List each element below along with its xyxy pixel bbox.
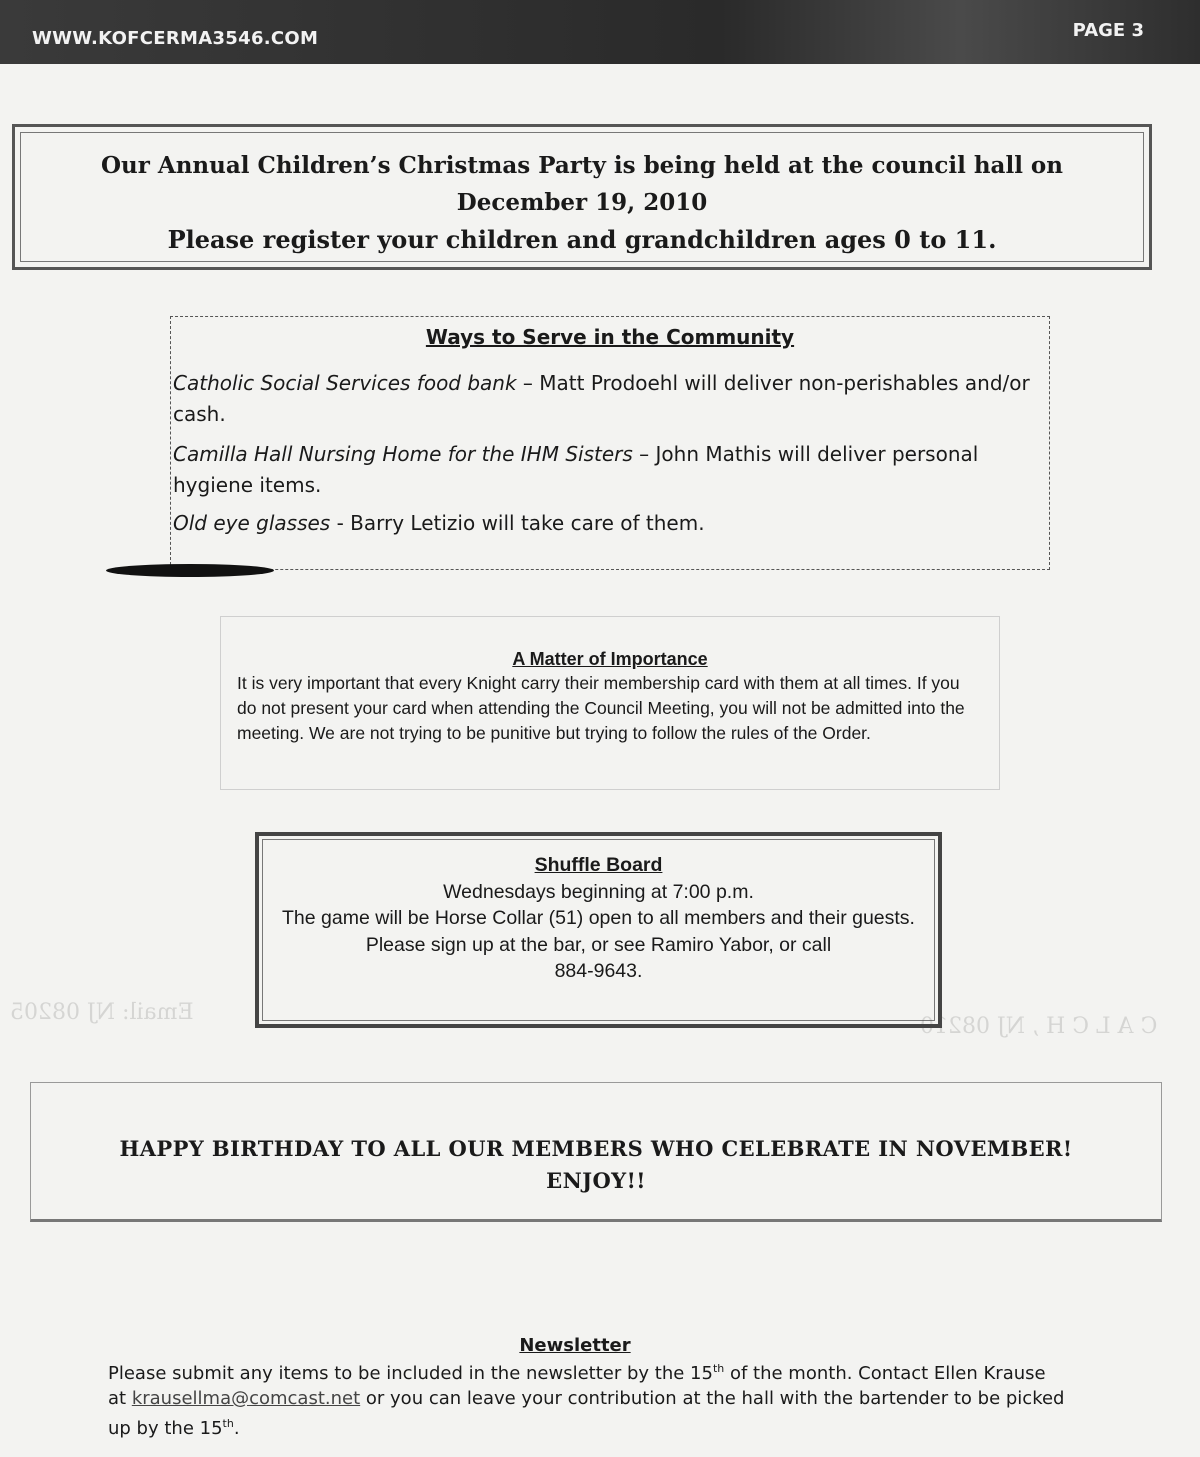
christmas-line-1: Our Annual Children’s Christmas Party is being held at the council hall on — [100, 152, 1063, 179]
importance-body: It is very important that every Knight carry their membership card with them at all times. If you do not present your card when attending the Council Meeting, you will not be admitted into the meeting. We are not trying to be punitive but trying to follow the rules of the Order. — [237, 673, 965, 743]
ways-item — [173, 368, 1031, 430]
ways-item-label: Camilla Hall Nursing Home for the IHM Sisters — [173, 442, 633, 466]
importance-title: A Matter of Importance — [512, 649, 708, 669]
ways-to-serve-title: Ways to Serve in the Community — [425, 325, 795, 349]
page-number: PAGE 3 — [1072, 20, 1144, 41]
importance-box — [220, 616, 1000, 790]
newsletter-text: Please submit any items to be included in the newsletter by the 15 — [108, 1363, 713, 1384]
page-header — [0, 0, 1200, 64]
ways-to-serve-box — [170, 316, 1050, 570]
shuffle-board-schedule: Wednesdays beginning at 7:00 p.m. — [443, 880, 754, 903]
website-url: WWW.KOFCERMA3546.COM — [32, 28, 319, 49]
newsletter-body — [108, 1356, 1068, 1441]
shuffle-board-phone: 884-9643. — [554, 960, 643, 982]
birthday-box — [30, 1082, 1162, 1222]
bleed-through-text: Email: NJ 08205 — [10, 1000, 194, 1025]
bleed-through-text: C A L C H , NJ 08210 — [920, 1014, 1158, 1039]
ordinal-suffix: th — [222, 1417, 234, 1430]
ways-item-text: – John Mathis will deliver personal hygiene items. — [173, 442, 979, 497]
ways-item-label: Catholic Social Services food bank — [173, 371, 517, 395]
christmas-party-text — [15, 147, 1149, 258]
newsletter-title: Newsletter — [519, 1335, 631, 1356]
shuffle-board-text — [259, 852, 938, 985]
newsletter-text: . — [233, 1418, 240, 1439]
birthday-line-1: HAPPY BIRTHDAY TO ALL OUR MEMBERS WHO CELEBRATE IN NOVEMBER! — [119, 1136, 1073, 1161]
christmas-line-3: Please register your children and grandchildren ages 0 to 11. — [167, 225, 997, 254]
christmas-party-box — [12, 124, 1152, 270]
christmas-line-2: December 19, 2010 — [456, 189, 708, 216]
ways-item — [173, 439, 1031, 501]
newsletter-text: of the month. Contact Ellen Krause at — [108, 1363, 1046, 1409]
ways-item-text: – Matt Prodoehl will deliver non-perishables and/or cash. — [173, 371, 1030, 426]
contact-email-link[interactable]: krausellma@comcast.net — [131, 1388, 361, 1409]
ways-item-label: Old eye glasses — [173, 511, 331, 535]
shuffle-board-box — [255, 832, 942, 1028]
birthday-text — [31, 1133, 1161, 1197]
birthday-line-2: ENJOY!! — [546, 1168, 646, 1193]
shuffle-board-title: Shuffle Board — [534, 854, 663, 876]
ordinal-suffix: th — [712, 1362, 725, 1375]
shuffle-board-details: The game will be Horse Collar (51) open to all members and their guests. Please sign up at the bar, or see Ramiro Yabor, or call — [282, 907, 915, 956]
ink-smudge — [106, 564, 274, 577]
ways-item — [173, 508, 1031, 539]
newsletter-text: or you can leave your contribution at the hall with the bartender to be picked up by the 15 — [108, 1388, 1065, 1439]
ways-item-text: - Barry Letizio will take care of them. — [330, 511, 705, 535]
